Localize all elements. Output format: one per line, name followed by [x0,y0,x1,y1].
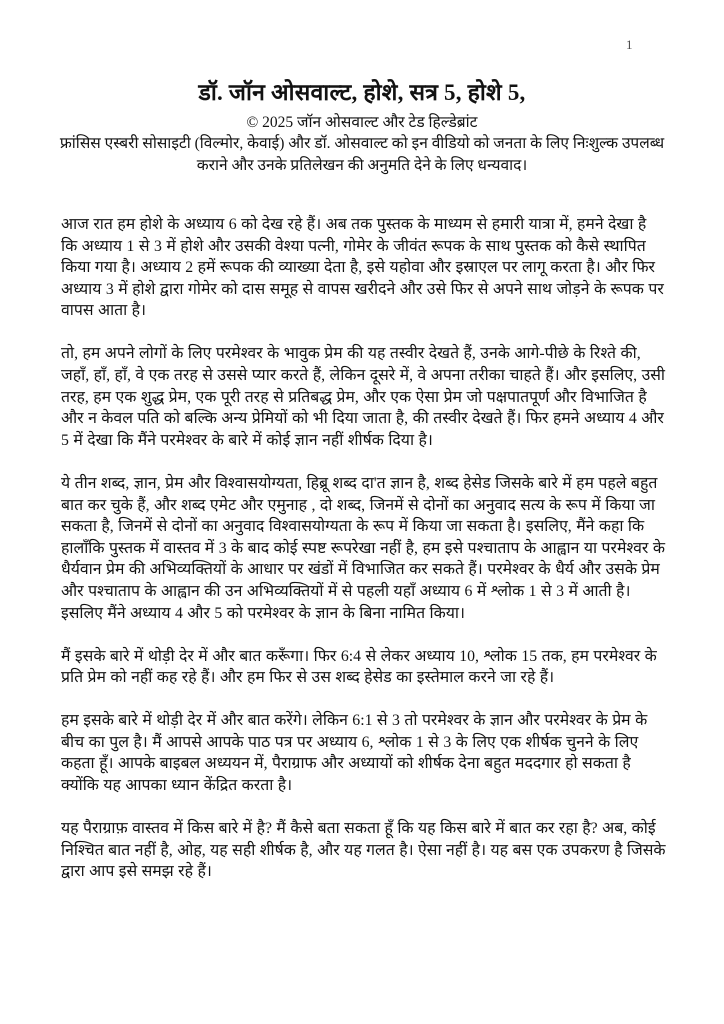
paragraph-1: आज रात हम होशे के अध्याय 6 को देख रहे हैं। अब तक पुस्तक के माध्यम से हमारी यात्रा में, हमने देखा है कि अध्याय 1 से 3 में होशे और उसकी वेश्या पत्नी, गोमेर के जीवंत रूपक के साथ पुस्तक को कैसे स्थापित किया गया है। अध्याय 2 हमें रूपक की व्याख्या देता है, इसे यहोवा और इस्राएल पर लागू करता है। और फिर अध्याय 3 में होशे द्वारा गोमेर को दास समूह से वापस खरीदने और उसे फिर से अपने साथ जोड़ने के रूपक पर वापस आता है। [61,216,664,320]
page-title: डॉ. जॉन ओसवाल्ट, होशे, सत्र 5, होशे 5, [198,80,526,105]
paragraph-5: हम इसके बारे में थोड़ी देर में और बात करेंगे। लेकिन 6:1 से 3 तो परमेश्वर के ज्ञान और परमेश्वर के प्रेम के बीच का पुल है। मैं आपसे आपके पाठ पत्र पर अध्याय 6, श्लोक 1 से 3 के लिए एक शीर्षक चुनने के लिए कहता हूँ। आपके बाइबल अध्ययन में, पैराग्राफ और अध्यायों को शीर्षक देना बहुत मददगार हो सकता है क्योंकि यह आपका ध्यान केंद्रित करता है। [61,712,648,795]
paragraph-4: मैं इसके बारे में थोड़ी देर में और बात करूँगा। फिर 6:4 से लेकर अध्याय 10, श्लोक 15 तक, हम परमेश्वर के प्रति प्रेम को नहीं कह रहे हैं। और हम फिर से उस शब्द हेसेड का इस्तेमाल करने जा रहे हैं। [61,647,657,687]
document-header [0,0,724,176]
page-number: 1 [626,37,633,52]
paragraph-3: ये तीन शब्द, ज्ञान, प्रेम और विश्वासयोग्यता, हिब्रू शब्द दा'त ज्ञान है, शब्द हेसेड जिसके बारे में हम पहले बहुत बात कर चुके हैं, और शब्द एमेट और एमुनाह , दो शब्द, जिनमें से दोनों का अनुवाद सत्य के रूप में किया जा सकता है, जिनमें से दोनों का अनुवाद विश्वासयोग्यता के रूप में किया जा सकता है। इसलिए, मैंने कहा कि हालाँकि पुस्तक में वास्तव में 3 के बाद कोई स्पष्ट रूपरेखा नहीं है, हम इसे पश्चाताप के आह्वान या परमेश्वर के धैर्यवान प्रेम की अभिव्यक्तियों के आधार पर खंडों में विभाजित कर सकते हैं। परमेश्वर के धैर्य और उसके प्रेम और पश्चाताप के आह्वान की उन अभिव्यक्तियों में से पहली यहाँ अध्याय 6 में श्लोक 1 से 3 में आती है। इसलिए मैंने अध्याय 4 और 5 को परमेश्वर के ज्ञान के बिना नामित किया। [61,474,665,622]
document-body [0,214,724,883]
paragraph-6: यह पैराग्राफ़ वास्तव में किस बारे में है? मैं कैसे बता सकता हूँ कि यह किस बारे में बात कर रहा है? अब, कोई निश्चित बात नहीं है, ओह, यह सही शीर्षक है, और यह गलत है। ऐसा नहीं है। यह बस एक उपकरण है जिसके द्वारा आप इसे समझ रहे हैं। [61,820,666,881]
paragraph-2: तो, हम अपने लोगों के लिए परमेश्वर के भावुक प्रेम की यह तस्वीर देखते हैं, उनके आगे-पीछे के रिश्ते की, जहाँ, हाँ, हाँ, वे एक तरह से उससे प्यार करते हैं, लेकिन दूसरे में, वे अपना तरीका चाहते हैं। और इसलिए, उसी तरह, हम एक शुद्ध प्रेम, एक पूरी तरह से प्रतिबद्ध प्रेम, और एक ऐसा प्रेम जो पक्षपातपूर्ण और विभाजित है और न केवल पति को बल्कि अन्य प्रेमियों को भी दिया जाता है, की तस्वीर देखते हैं। फिर हमने अध्याय 4 और 5 में देखा कि मैंने परमेश्वर के बारे में कोई ज्ञान नहीं शीर्षक दिया है। [61,345,665,449]
acknowledgment-text: फ्रांसिस एस्बरी सोसाइटी (विल्मोर, केवाई) और डॉ. ओसवाल्ट को इन वीडियो को जनता के लिए निःशुल्क उपलब्ध कराने और उनके प्रतिलेखन की अनुमति देने के लिए धन्यवाद। [59,135,665,174]
copyright-line: © 2025 जॉन ओसवाल्ट और टेड हिल्डेब्रांट [246,114,478,131]
